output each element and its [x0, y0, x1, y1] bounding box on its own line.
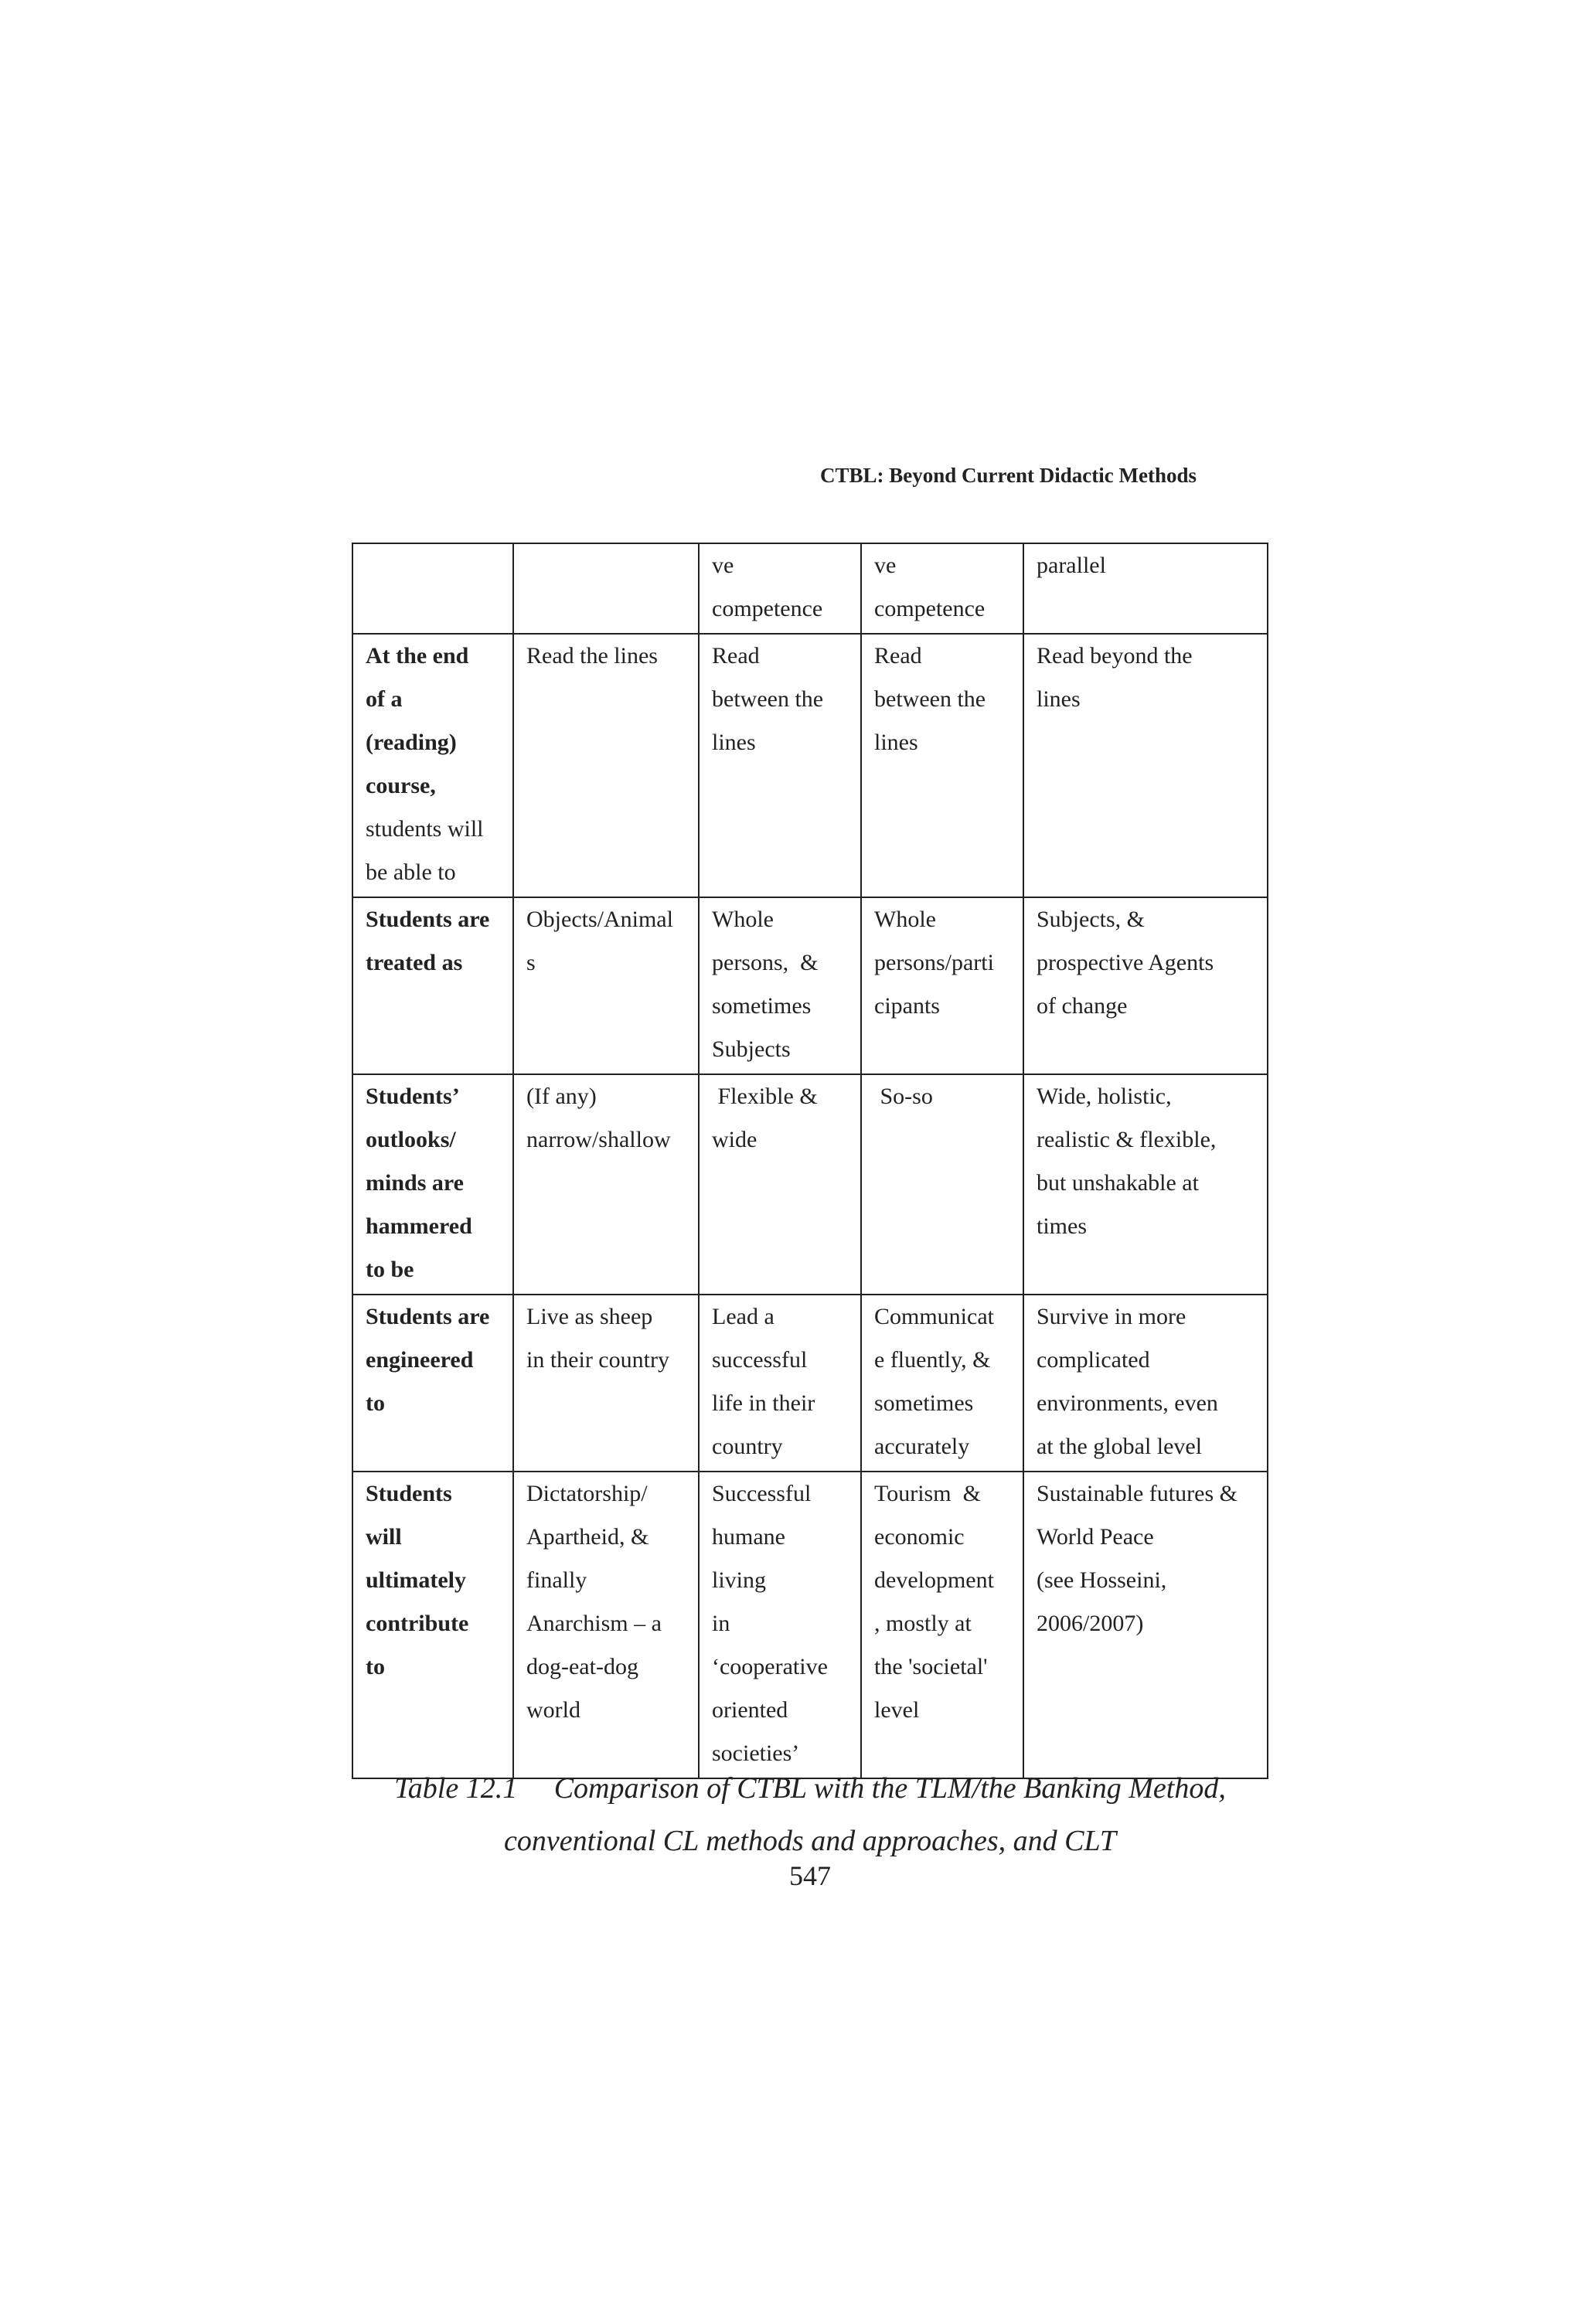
row-label-line: (reading) [366, 730, 457, 755]
cell-line: Subjects [712, 1036, 791, 1062]
cell-line: prospective Agents [1037, 950, 1214, 975]
cell-line: Lead a [712, 1304, 774, 1329]
cell-line: but unshakable at [1037, 1170, 1199, 1196]
cell-line: dog-eat-dog [526, 1654, 638, 1679]
cell-line: lines [874, 730, 918, 755]
cell-line: level [874, 1697, 920, 1723]
table-caption-line-1: Table 12.1 Comparison of CTBL with the TLM/the Banking Method, [394, 1772, 1226, 1805]
running-header: CTBL: Beyond Current Didactic Methods [820, 464, 1197, 487]
cell-line: Whole [712, 907, 774, 932]
cell-line: Objects/Animal [526, 907, 673, 932]
cell-line: finally [526, 1567, 587, 1593]
row-label-line: engineered [366, 1347, 474, 1373]
cell-line: economic [874, 1524, 965, 1550]
cell-line: environments, even [1037, 1390, 1218, 1416]
cell-line: living [712, 1567, 767, 1593]
table-cell [1023, 1295, 1268, 1472]
table-cell [513, 1295, 699, 1472]
table-cell [1023, 634, 1268, 897]
cell-line: Sustainable futures & [1037, 1481, 1237, 1506]
cell-line: Successful [712, 1481, 812, 1506]
table-cell [861, 634, 1023, 897]
table-cell [1023, 543, 1268, 634]
cell-line: sometimes [874, 1390, 974, 1416]
table-cell [1023, 1472, 1268, 1778]
row-label-line: treated as [366, 950, 463, 975]
row-label-line: Students [366, 1481, 452, 1506]
table-cell [861, 897, 1023, 1074]
cell-line: (If any) [526, 1084, 597, 1109]
table-cell [861, 1295, 1023, 1472]
cell-line: competence [712, 596, 823, 621]
table-cell [1023, 1074, 1268, 1295]
cell-line: Flexible & [712, 1084, 818, 1109]
cell-line: cipants [874, 993, 940, 1019]
row-label-line: outlooks/ [366, 1127, 456, 1152]
row-label-line: be able to [366, 859, 456, 885]
table-row [352, 634, 1268, 897]
row-label-line: At the end [366, 643, 469, 669]
table-cell [699, 1472, 861, 1778]
cell-line: Survive in more [1037, 1304, 1186, 1329]
cell-line: World Peace [1037, 1524, 1154, 1550]
cell-line: So-so [874, 1084, 933, 1109]
table-cell [699, 1074, 861, 1295]
cell-line: Dictatorship/ [526, 1481, 648, 1506]
cell-line: development [874, 1567, 994, 1593]
cell-line: persons/parti [874, 950, 994, 975]
row-label-line: Students are [366, 907, 490, 932]
cell-line: parallel [1037, 553, 1106, 578]
table-cell [699, 897, 861, 1074]
cell-line: persons, & [712, 950, 819, 975]
cell-line: successful [712, 1347, 808, 1373]
table-cell [699, 543, 861, 634]
cell-line: life in their [712, 1390, 815, 1416]
cell-line: narrow/shallow [526, 1127, 671, 1152]
table-cell [861, 1472, 1023, 1778]
table-row [352, 1472, 1268, 1778]
cell-line: Subjects, & [1037, 907, 1145, 932]
cell-line: realistic & flexible, [1037, 1127, 1217, 1152]
cell-line: country [712, 1434, 783, 1459]
row-label-line: Students’ [366, 1084, 460, 1109]
cell-line: Wide, holistic, [1037, 1084, 1172, 1109]
cell-line: ve [874, 553, 897, 578]
table-caption-line-2: conventional CL methods and approaches, and CLT [504, 1825, 1116, 1857]
cell-line: Live as sheep [526, 1304, 653, 1329]
cell-line: in [712, 1611, 730, 1636]
row-label-line: to be [366, 1257, 414, 1282]
table-cell [861, 1074, 1023, 1295]
cell-line: world [526, 1697, 580, 1723]
cell-line: Read beyond the [1037, 643, 1193, 669]
row-label-line: ultimately [366, 1567, 466, 1593]
cell-line: s [526, 950, 536, 975]
cell-line: Communicat [874, 1304, 994, 1329]
cell-line: 2006/2007) [1037, 1611, 1144, 1636]
cell-line: oriented [712, 1697, 788, 1723]
cell-line: ‘cooperative [712, 1654, 828, 1679]
cell-line: between the [874, 686, 986, 712]
cell-line: (see Hosseini, [1037, 1567, 1167, 1593]
row-label-line: Students are [366, 1304, 490, 1329]
table-cell [699, 1295, 861, 1472]
cell-line: Tourism & [874, 1481, 981, 1506]
row-label-cell [352, 1295, 513, 1472]
cell-line: at the global level [1037, 1434, 1203, 1459]
table-cell [861, 543, 1023, 634]
row-label-cell [352, 1074, 513, 1295]
cell-line: Apartheid, & [526, 1524, 649, 1550]
cell-line: sometimes [712, 993, 812, 1019]
table-cell [513, 897, 699, 1074]
row-label-line: to [366, 1390, 385, 1416]
table-row [352, 897, 1268, 1074]
cell-line: of change [1037, 993, 1128, 1019]
cell-line: lines [1037, 686, 1081, 712]
cell-line: Read [712, 643, 760, 669]
table-cell [513, 1074, 699, 1295]
cell-line: Anarchism – a [526, 1611, 662, 1636]
cell-line: accurately [874, 1434, 970, 1459]
cell-line: the 'societal' [874, 1654, 988, 1679]
row-label-line: will [366, 1524, 402, 1550]
cell-line: Read the lines [526, 643, 658, 669]
cell-line: humane [712, 1524, 785, 1550]
table-cell [513, 634, 699, 897]
cell-line: wide [712, 1127, 757, 1152]
cell-line: times [1037, 1213, 1087, 1239]
row-label-cell [352, 543, 513, 634]
row-label-cell [352, 634, 513, 897]
cell-line: , mostly at [874, 1611, 972, 1636]
row-label-line: students will [366, 816, 484, 842]
cell-line: complicated [1037, 1347, 1150, 1373]
table-row [352, 1295, 1268, 1472]
cell-line: between the [712, 686, 824, 712]
cell-line: e fluently, & [874, 1347, 991, 1373]
cell-line: lines [712, 730, 756, 755]
row-label-line: of a [366, 686, 403, 712]
cell-line: in their country [526, 1347, 669, 1373]
table-cell [699, 634, 861, 897]
table-cell [513, 543, 699, 634]
cell-line: Whole [874, 907, 936, 932]
row-label-cell [352, 897, 513, 1074]
row-label-line: hammered [366, 1213, 472, 1239]
table-body [352, 543, 1268, 1778]
row-label-line: minds are [366, 1170, 464, 1196]
row-label-line: to [366, 1654, 385, 1679]
table-row [352, 1074, 1268, 1295]
row-label-line: contribute [366, 1611, 469, 1636]
cell-line: societies’ [712, 1740, 800, 1766]
table-cell [513, 1472, 699, 1778]
cell-line: Read [874, 643, 922, 669]
table-cell [1023, 897, 1268, 1074]
comparison-table [352, 543, 1268, 1779]
cell-line: competence [874, 596, 986, 621]
cell-line: ve [712, 553, 734, 578]
row-label-line: course, [366, 773, 436, 798]
page-number: 547 [789, 1860, 831, 1891]
row-label-cell [352, 1472, 513, 1778]
table-row [352, 543, 1268, 634]
